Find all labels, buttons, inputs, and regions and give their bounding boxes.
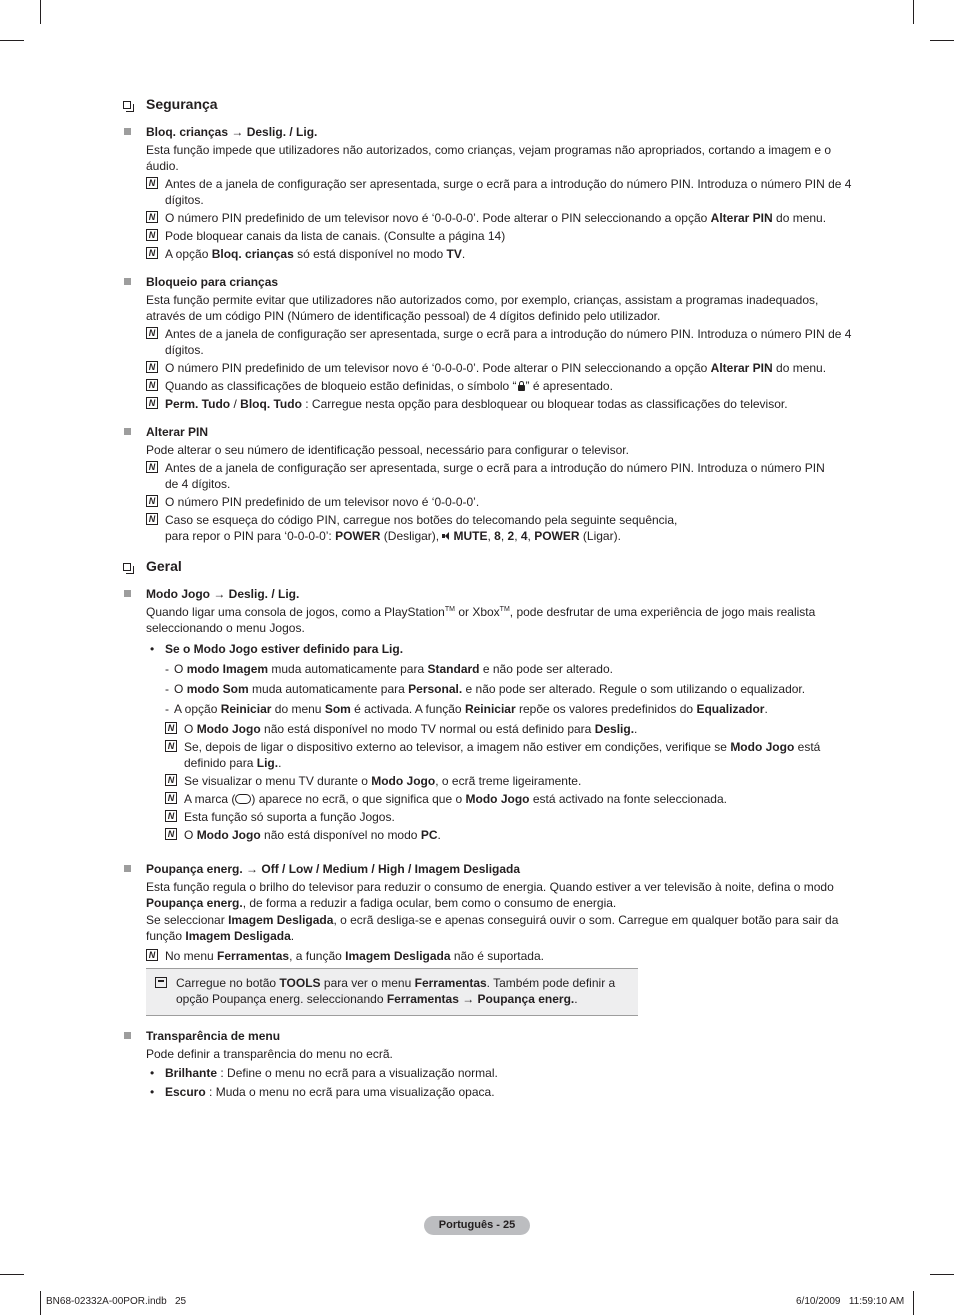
note: N O Modo Jogo não está disponível no modo TV normal ou está definido para Deslig.. xyxy=(165,721,857,737)
crop-mark xyxy=(0,1274,24,1275)
note: N O número PIN predefinido de um televisor novo é ‘0-0-0-0’. xyxy=(146,494,857,510)
square-bullet-icon xyxy=(124,278,131,285)
note-icon: N xyxy=(146,361,158,373)
dash-item: - O modo Som muda automaticamente para Personal. e não pode ser alterado. Regule o som utilizando o equalizador. xyxy=(146,681,857,697)
crop-mark xyxy=(40,1291,41,1315)
note: N Caso se esqueça do código PIN, carregue nos botões do telecomando pela seguinte sequência, para repor o PIN para ‘0-0-0-0’: POWER (Desligar), MUTE, 8, 2, 4, POWER (Ligar). xyxy=(146,512,857,544)
note-icon: N xyxy=(165,810,177,822)
crop-mark xyxy=(913,1291,914,1315)
item-change-pin xyxy=(122,424,857,544)
section-heading-general: Geral xyxy=(122,556,857,576)
square-bullet-icon xyxy=(124,428,131,435)
item-game-mode xyxy=(122,586,857,843)
gamepad-icon xyxy=(235,794,251,804)
item-heading: Poupança energ. → Off / Low / Medium / High / Imagem Desligada xyxy=(146,862,521,876)
square-bullet-icon xyxy=(124,865,131,872)
bullet-item: • Se o Modo Jogo estiver definido para Lig. xyxy=(146,641,857,657)
item-heading: Modo Jogo → Deslig. / Lig. xyxy=(146,587,300,601)
note: N A marca ( ) aparece no ecrã, o que significa que o Modo Jogo está activado na fonte seleccionada. xyxy=(165,791,857,807)
note: N Se, depois de ligar o dispositivo externo ao televisor, a imagem não estiver em condições, verifique se Modo Jogo está definido para Lig.. xyxy=(165,739,857,771)
note: N No menu Ferramentas, a função Imagem Desligada não é suportada. xyxy=(146,948,857,964)
item-heading: Bloq. crianças → Deslig. / Lig. xyxy=(146,125,318,139)
mute-icon xyxy=(442,531,452,541)
square-bullet-icon xyxy=(124,590,131,597)
bullet-item: • Brilhante : Define o menu no ecrã para a visualização normal. xyxy=(146,1065,857,1081)
page-number-badge: Português - 25 xyxy=(424,1216,530,1235)
note: N Quando as classificações de bloqueio estão definidas, o símbolo “ ” é apresentado. xyxy=(146,378,857,394)
crop-mark xyxy=(913,0,914,24)
item-menu-transparency xyxy=(122,1028,857,1100)
lock-icon xyxy=(518,385,525,391)
square-bullet-icon xyxy=(124,1032,131,1039)
checkbox-icon xyxy=(123,563,131,571)
bullet-item: • Escuro : Muda o menu no ecrã para uma visualização opaca. xyxy=(146,1084,857,1100)
note-icon: N xyxy=(146,495,158,507)
crop-mark xyxy=(930,1274,954,1275)
note-icon: N xyxy=(146,229,158,241)
manual-page xyxy=(122,94,857,1112)
note-icon: N xyxy=(146,379,158,391)
item-parental-lock xyxy=(122,274,857,412)
note: N O número PIN predefinido de um televisor novo é ‘0-0-0-0’. Pode alterar o PIN seleccionando a opção Alterar PIN do menu. xyxy=(146,360,857,376)
item-description: Quando ligar uma consola de jogos, como a PlayStation™ or Xbox™, pode desfrutar de uma experiência de jogo mais realista seleccionando o menu Jogos. xyxy=(146,605,816,635)
note-icon: N xyxy=(146,949,158,961)
note: N O Modo Jogo não está disponível no modo PC. xyxy=(165,827,857,843)
note-icon: N xyxy=(146,327,158,339)
game-mode-notes xyxy=(165,721,857,843)
item-description: Esta função permite evitar que utilizadores não autorizados como, por exemplo, crianças, assistam a programas inadequados, através de um código PIN (Número de identificação pessoal) de 4 dígitos definido pelo utilizador. xyxy=(146,293,819,323)
note: N Antes de a janela de configuração ser apresentada, surge o ecrã para a introdução do número PIN. Introduza o número PIN de 4 dígitos. xyxy=(146,460,857,492)
note-icon: N xyxy=(146,513,158,525)
item-heading: Bloqueio para crianças xyxy=(146,275,279,289)
note-icon: N xyxy=(146,461,158,473)
item-heading: Transparência de menu xyxy=(146,1029,281,1043)
note-icon: N xyxy=(146,177,158,189)
item-heading: Alterar PIN xyxy=(146,425,209,439)
note-icon: N xyxy=(146,247,158,259)
square-bullet-icon xyxy=(124,128,131,135)
note: N Antes de a janela de configuração ser apresentada, surge o ecrã para a introdução do número PIN. Introduza o número PIN de 4 dígitos. xyxy=(146,326,857,358)
note: N Esta função só suporta a função Jogos. xyxy=(165,809,857,825)
note-icon: N xyxy=(165,828,177,840)
item-description: Esta função impede que utilizadores não autorizados, como crianças, vejam programas não apropriados, cortando a imagem e o áudio. xyxy=(146,143,832,173)
note-icon: N xyxy=(165,792,177,804)
dash-item: - A opção Reiniciar do menu Som é activada. A função Reiniciar repõe os valores predefinidos do Equalizador. xyxy=(146,701,857,717)
note: N A opção Bloq. crianças só está disponível no modo TV. xyxy=(146,246,857,262)
note-icon: N xyxy=(165,722,177,734)
note-icon: N xyxy=(165,774,177,786)
tools-icon xyxy=(155,977,167,988)
note: N Se visualizar o menu TV durante o Modo Jogo, o ecrã treme ligeiramente. xyxy=(165,773,857,789)
note: N Antes de a janela de configuração ser apresentada, surge o ecrã para a introdução do número PIN. Introduza o número PIN de 4 dígitos. xyxy=(146,176,857,208)
print-timestamp: 6/10/2009 11:59:10 AM xyxy=(796,1296,905,1307)
note-icon: N xyxy=(146,397,158,409)
note-icon: N xyxy=(146,211,158,223)
note: N Pode bloquear canais da lista de canais. (Consulte a página 14) xyxy=(146,228,857,244)
note: N O número PIN predefinido de um televisor novo é ‘0-0-0-0’. Pode alterar o PIN seleccionando a opção Alterar PIN do menu. xyxy=(146,210,857,226)
item-description: Esta função regula o brilho do televisor para reduzir o consumo de energia. Quando estiver a ver televisão à noite, defina o modo Poupança energ., de forma a reduzir a fadiga ocular, bem como o consumo de energia. xyxy=(146,880,834,910)
file-info: BN68-02332A-00POR.indb 25 xyxy=(46,1296,187,1307)
crop-mark xyxy=(40,0,41,24)
note: N Perm. Tudo / Bloq. Tudo : Carregue nesta opção para desbloquear ou bloquear todas as classificações do televisor. xyxy=(146,396,857,412)
crop-mark xyxy=(930,40,954,41)
note-icon: N xyxy=(165,740,177,752)
item-child-lock xyxy=(122,124,857,262)
item-description: Pode alterar o seu número de identificação pessoal, necessário para configurar o televisor. xyxy=(146,443,629,457)
section-heading-security: Segurança xyxy=(122,94,857,114)
checkbox-icon xyxy=(123,101,131,109)
item-description: Pode definir a transparência do menu no ecrã. xyxy=(146,1047,393,1061)
tools-tip-box: Carregue no botão TOOLS para ver o menu Ferramentas. Também pode definir a opção Poupança energ. seleccionando Ferramentas → Poupança energ.. xyxy=(146,968,638,1016)
crop-mark xyxy=(0,40,24,41)
dash-item: - O modo Imagem muda automaticamente para Standard e não pode ser alterado. xyxy=(146,661,857,677)
item-description: Se seleccionar Imagem Desligada, o ecrã desliga-se e apenas conseguirá ouvir o som. Carregue em qualquer botão para sair da função Imagem Desligada. xyxy=(146,913,839,943)
item-energy-saving xyxy=(122,861,857,1016)
